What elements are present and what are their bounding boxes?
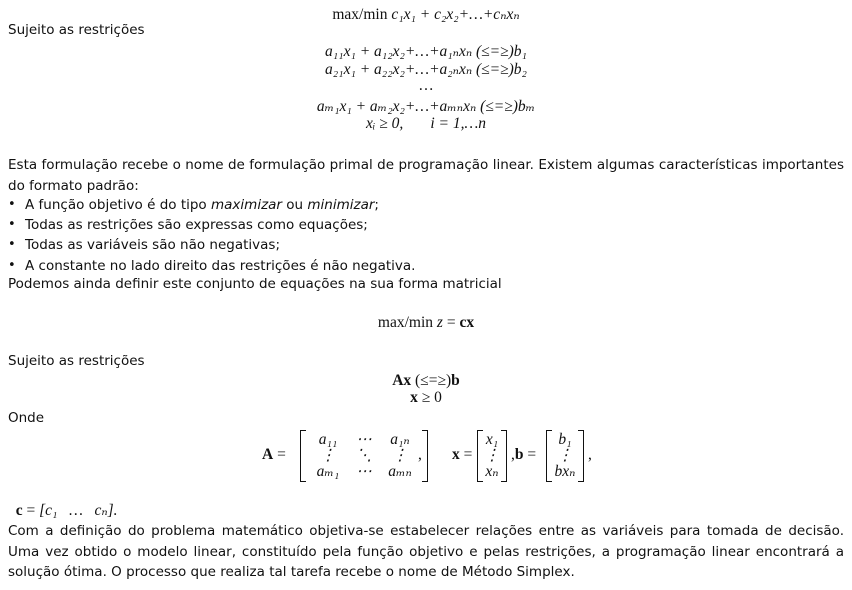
non-negativity-constraint: xᵢ ≥ 0, i = 1,…n (365, 115, 486, 132)
matrix-constraint-x: x ≥ 0 (410, 389, 442, 406)
matrix-cell: ⋮ (484, 447, 500, 464)
matrix-constraint-ax: Ax (≤=≥)b (392, 372, 460, 389)
list-item: • Todas as restrições são expressas como equações; (8, 215, 415, 235)
vector-x-label: x = (452, 446, 473, 463)
constraint-row-1: a₁₁x₁ + a₁₂x₂+…+a₁ₙxₙ (≤=≥)b₁ (325, 43, 527, 60)
matrix-cell: ⋯ (356, 463, 372, 480)
intro-paragraph: Esta formulação recebe o nome de formulação primal de programação linear. Existem algumas características importantes do formato padrão: (8, 157, 844, 194)
constraint-dots: … (418, 77, 434, 94)
matrix-intro-text: Podemos ainda definir este conjunto de equações na sua forma matricial (8, 276, 502, 292)
objective-function: max/min c₁x₁ + c₂x₂+…+cₙxₙ (332, 6, 520, 23)
vector-b (546, 430, 584, 482)
matrix-cell: ⋱ (356, 447, 372, 464)
matrix-cell: bxₙ (554, 463, 576, 480)
vector-x (477, 430, 507, 482)
matrix-cell: xₙ (485, 463, 499, 480)
standard-form-characteristics (8, 195, 415, 276)
matrix-cell: x₁ (485, 431, 499, 448)
constraint-row-2: a₂₁x₁ + a₂₂x₂+…+a₂ₙxₙ (≤=≥)b₂ (325, 61, 527, 78)
matrix-cell: a₁₁ (318, 431, 338, 448)
vector-c: c = [c₁ … cₙ]. (15, 502, 118, 519)
list-item: • Todas as variáveis são não negativas; (8, 235, 415, 255)
matrix-cell: ⋮ (392, 447, 408, 464)
closing-paragraph: Com a definição do problema matemático objetiva-se estabelecer relações entre as variáveis para tomada de decisão. Uma vez obtido o modelo linear, constituído pela função objetivo e pelas restrições, a programação linear encontrará a solução ótima. O processo que realiza tal tarefa recebe o nome de Método Simplex. (8, 523, 844, 580)
matrix-cell: aₘ₁ (316, 463, 340, 480)
separator-comma: , (418, 446, 422, 463)
separator-comma: , (588, 446, 592, 463)
matrix-objective: max/min z = cx (377, 314, 475, 331)
list-item: • A constante no lado direito das restrições é não negativa. (8, 256, 415, 276)
subject-to-label: Sujeito as restrições (8, 22, 145, 38)
matrix-cell: b₁ (558, 431, 572, 448)
onde-label: Onde (8, 410, 45, 426)
matrix-cell: ⋮ (320, 447, 336, 464)
matrix-cell: a₁ₙ (390, 431, 410, 448)
constraint-row-m: aₘ₁x₁ + aₘ₂x₂+…+aₘₙxₙ (≤=≥)bₘ (316, 98, 536, 115)
list-item: • A função objetivo é do tipo maximizar ou minimizar; (8, 195, 415, 215)
matrix-cell: aₘₙ (388, 463, 412, 480)
matrix-cell: ⋯ (356, 431, 372, 448)
matrix-a (300, 430, 428, 482)
matrix-cell: ⋮ (557, 447, 573, 464)
vector-b-label: ,b = (511, 446, 537, 463)
matrix-a-label: A = (262, 446, 286, 463)
subject-to-label-2: Sujeito as restrições (8, 353, 145, 369)
